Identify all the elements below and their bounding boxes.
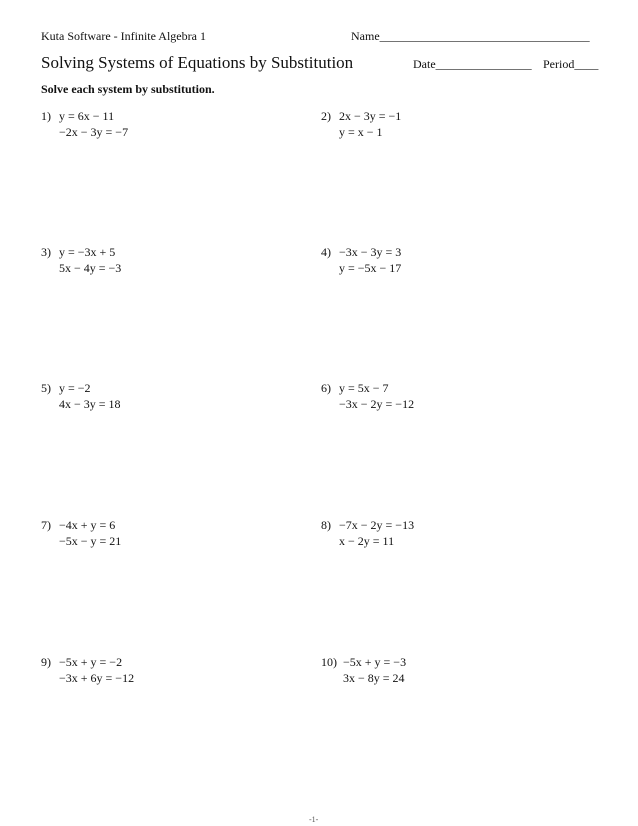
equation-2: −3x + 6y = −12 (59, 671, 135, 685)
software-label: Kuta Software - Infinite Algebra 1 (41, 29, 206, 43)
equation-2: y = −5x − 17 (339, 261, 402, 275)
equation-2: 3x − 8y = 24 (343, 671, 405, 685)
equation-1: y = −3x + 5 (59, 245, 116, 259)
equation-2: −3x − 2y = −12 (339, 397, 415, 411)
problem-number: 7) (41, 518, 51, 532)
problem-number: 4) (321, 245, 331, 259)
equation-2: −2x − 3y = −7 (59, 125, 129, 139)
problem-number: 3) (41, 245, 51, 259)
equation-1: −3x − 3y = 3 (339, 245, 402, 259)
equation-1: y = −2 (59, 381, 91, 395)
instructions: Solve each system by substitution. (41, 82, 215, 96)
equation-2: x − 2y = 11 (339, 534, 395, 548)
problem-number: 9) (41, 655, 51, 669)
problem-number: 10) (321, 655, 337, 669)
equation-1: 2x − 3y = −1 (339, 109, 402, 123)
period-field: Period____ (543, 57, 599, 71)
problem-number: 5) (41, 381, 51, 395)
problem-number: 8) (321, 518, 331, 532)
page-title: Solving Systems of Equations by Substitution (41, 53, 354, 72)
problem-number: 1) (41, 109, 51, 123)
equation-1: −5x + y = −2 (59, 655, 123, 669)
name-field: Name___________________________________ (351, 29, 590, 43)
date-field: Date________________ (413, 57, 532, 71)
problem-number: 2) (321, 109, 331, 123)
equation-2: y = x − 1 (339, 125, 383, 139)
equation-2: −5x − y = 21 (59, 534, 122, 548)
equation-2: 5x − 4y = −3 (59, 261, 122, 275)
page-number: -1- (309, 815, 319, 824)
equation-2: 4x − 3y = 18 (59, 397, 121, 411)
equation-1: y = 5x − 7 (339, 381, 389, 395)
equation-1: y = 6x − 11 (59, 109, 115, 123)
equation-1: −5x + y = −3 (343, 655, 407, 669)
equation-1: −7x − 2y = −13 (339, 518, 415, 532)
equation-1: −4x + y = 6 (59, 518, 116, 532)
problem-number: 6) (321, 381, 331, 395)
